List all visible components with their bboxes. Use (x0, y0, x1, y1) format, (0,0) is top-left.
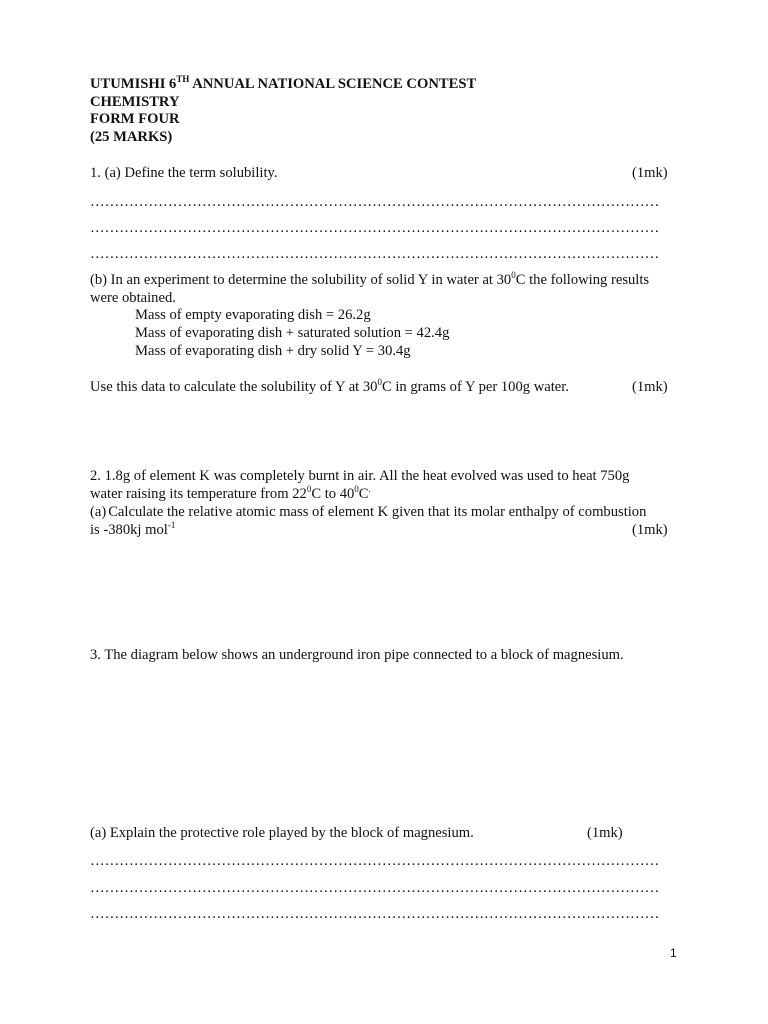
page-number: 1 (670, 946, 677, 960)
answer-line: ……………………………………………………………………………………………………… (90, 906, 660, 922)
data-dry-solid: Mass of evaporating dish + dry solid Y = 30.4g (135, 343, 411, 359)
data-empty-dish: Mass of empty evaporating dish = 26.2g (135, 307, 371, 323)
answer-line: ……………………………………………………………………………………………………… (90, 220, 660, 236)
answer-line: ……………………………………………………………………………………………………… (90, 194, 660, 210)
q2-text: 2. 1.8g of element K was completely burnt in air. All the heat evolved was used to heat 750g (90, 468, 630, 484)
q3a-marks: (1mk) (587, 825, 623, 841)
form-heading: FORM FOUR (90, 111, 180, 127)
q1a-text: 1. (a) Define the term solubility. (90, 165, 278, 181)
data-saturated-solution: Mass of evaporating dish + saturated solution = 42.4g (135, 325, 450, 341)
q1b-text: (b) In an experiment to determine the solubility of solid Y in water at $30^0C$ the following results (90, 270, 650, 288)
q1b-text-cont: were obtained. (90, 290, 176, 306)
marks-heading: (25 MARKS) (90, 129, 173, 145)
q3-intro: 3. The diagram below shows an underground iron pipe connected to a block of magnesium. (90, 647, 624, 663)
answer-line: ……………………………………………………………………………………………………… (90, 880, 660, 896)
q2a-text-cont: is -380kj mol$^{-1}$ (90, 520, 176, 538)
answer-line: ……………………………………………………………………………………………………… (90, 246, 660, 262)
q1b-calc-text: Use this data to calculate the solubility of Y at $30^0C$ in grams of Y per 100g water. (90, 377, 569, 395)
q1a-marks: (1mk) (632, 165, 668, 181)
answer-line: ……………………………………………………………………………………………………… (90, 853, 660, 869)
q2a-marks: (1mk) (632, 522, 668, 538)
q3a-text: (a) Explain the protective role played by the block of magnesium. (90, 825, 474, 841)
q1b-marks: (1mk) (632, 379, 668, 395)
subject-heading: CHEMISTRY (90, 94, 180, 110)
contest-title: UTUMISHI 6TH ANNUAL NATIONAL SCIENCE CONTEST (90, 74, 477, 92)
q2a-text: (a) Calculate the relative atomic mass of element K given that its molar enthalpy of combustion (90, 504, 647, 520)
q2-text-cont: water raising its temperature from $22^0C$ to $40^0C^.$ (90, 484, 371, 502)
